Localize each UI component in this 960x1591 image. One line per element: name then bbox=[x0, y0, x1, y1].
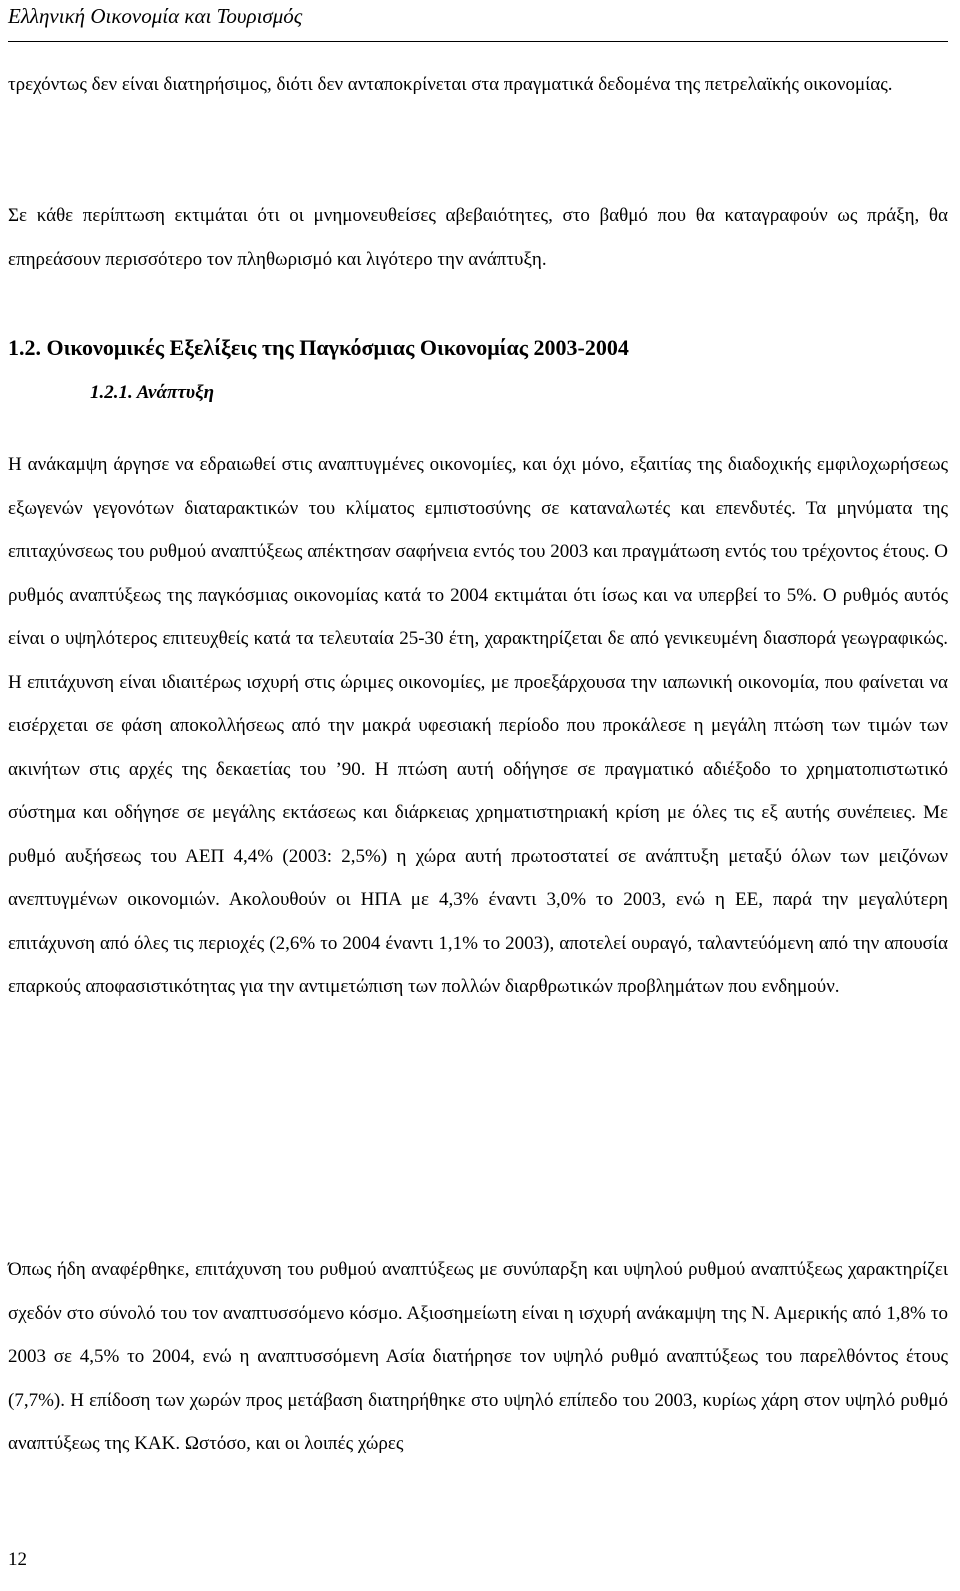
document-page bbox=[8, 0, 948, 1591]
section-heading: 1.2. Οικονομικές Εξελίξεις της Παγκόσμιας Οικονομίας 2003-2004 bbox=[8, 335, 629, 360]
header-divider bbox=[8, 41, 948, 42]
page-number: 12 bbox=[8, 1549, 27, 1570]
paragraph-1: τρεχόντως δεν είναι διατηρήσιμος, διότι δεν ανταποκρίνεται στα πραγματικά δεδομένα της πετρελαϊκής οικονομίας. bbox=[8, 74, 893, 95]
paragraph-4: Όπως ήδη αναφέρθηκε, επιτάχυνση του ρυθμού αναπτύξεως με συνύπαρξη και υψηλού ρυθμού αναπτύξεως χαρακτηρίζει σχεδόν στο σύνολό του τον αναπτυσσόμενο κόσμο. Αξιοσημείωτη είναι η ισχυρή ανάκαμψη της Ν. Αμερικής από 1,8% το 2003 σε 4,5% το 2004, ενώ η αναπτυσσόμενη Ασία διατήρησε τον υψηλό ρυθμό αναπτύξεως του παρελθόντος έτους (7,7%). Η επίδοση των χωρών προς μετάβαση διατηρήθηκε στο υψηλό επίπεδο του 2003, κυρίως χάρη στον υψηλό ρυθμό αναπτύξεως της ΚΑΚ. Ωστόσο, και οι λοιπές χώρες bbox=[8, 1259, 948, 1454]
paragraph-2: Σε κάθε περίπτωση εκτιμάται ότι οι μνημονευθείσες αβεβαιότητες, στο βαθμό που θα καταγραφούν ως πράξη, θα επηρεάσουν περισσότερο τον πληθωρισμό και λιγότερο την ανάπτυξη. bbox=[8, 205, 948, 270]
subsection-heading: 1.2.1. Ανάπτυξη bbox=[90, 382, 215, 403]
running-header-title: Ελληνική Οικονομία και Τουρισμός bbox=[8, 4, 303, 28]
paragraph-3: Η ανάκαμψη άργησε να εδραιωθεί στις αναπτυγμένες οικονομίες, και όχι μόνο, εξαιτίας της διαδοχικής εμφιλοχωρήσεως εξωγενών γεγονότων διαταρακτικών του κλίματος εμπιστοσύνης σε καταναλωτές και επενδυτές. Τα μηνύματα της επιταχύνσεως του ρυθμού αναπτύξεως απέκτησαν σαφήνεια εντός του 2003 και πραγμάτωση εντός του τρέχοντος έτους. Ο ρυθμός αναπτύξεως της παγκόσμιας οικονομίας κατά το 2004 εκτιμάται ότι ίσως και να υπερβεί το 5%. Ο ρυθμός αυτός είναι ο υψηλότερος επιτευχθείς κατά τα τελευταία 25-30 έτη, χαρακτηρίζεται δε από γενικευμένη διασπορά γεωγραφικώς. Η επιτάχυνση είναι ιδιαιτέρως ισχυρή στις ώριμες οικονομίες, με προεξάρχουσα την ιαπωνική οικονομία, που φαίνεται να εισέρχεται σε φάση αποκολλήσεως από την μακρά υφεσιακή περίοδο που προκάλεσε η μεγάλη πτώση των τιμών των ακινήτων στις αρχές της δεκαετίας του ’90. Η πτώση αυτή οδήγησε σε πραγματικό αδιέξοδο το χρηματοπιστωτικό σύστημα και οδήγησε σε μεγάλης εκτάσεως και διάρκειας χρηματιστηριακή κρίση με όλες τις εξ αυτής συνέπειες. Με ρυθμό αυξήσεως του ΑΕΠ 4,4% (2003: 2,5%) η χώρα αυτή πρωτοστατεί σε ανάπτυξη μεταξύ όλων των μειζόνων ανεπτυγμένων οικονομιών. Ακολουθούν οι ΗΠΑ με 4,3% έναντι 3,0% το 2003, ενώ η ΕΕ, παρά την μεγαλύτερη επιτάχυνση από όλες τις περιοχές (2,6% το 2004 έναντι 1,1% το 2003), αποτελεί ουραγό, ταλαντεύόμενη από την απουσία επαρκούς αποφασιστικότητας για την αντιμετώπιση των πολλών διαρθρωτικών προβλημάτων που ενδημούν. bbox=[8, 454, 948, 997]
